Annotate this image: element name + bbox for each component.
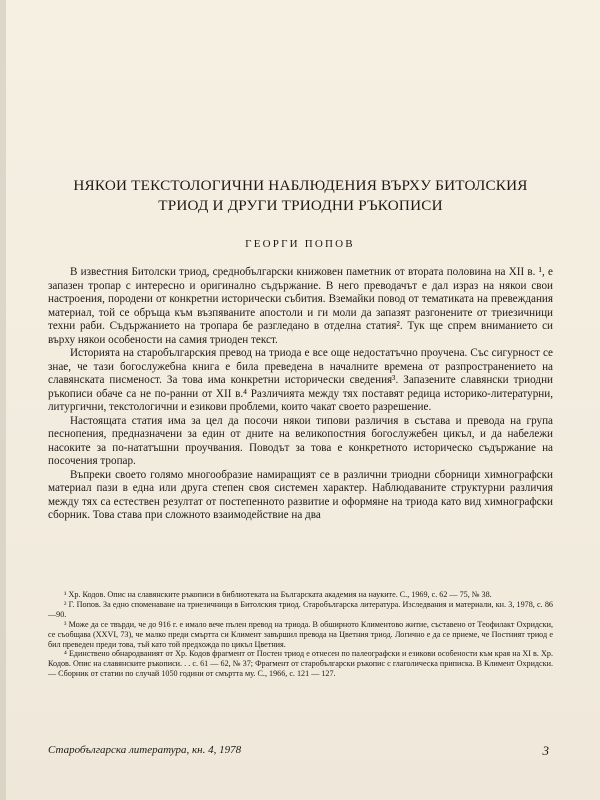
- body-paragraph: Историята на старобългарския превод на триода е все още недостатъчно проучена. Със сигурност се знае, че тази богослужебна книга е била преведена в началните времена от разпространението на славянската писменост. За това има конкретни исторически сведения³. Запазените славянски триодни ръкописи обаче са не по-ранни от XII в.⁴ Различията между тях поставят редица историко-литературни, литургични, текстологични и езикови проблеми, които чакат своето разрешение.: [48, 347, 553, 413]
- body-paragraph: В известния Битолски триод, среднобългарски книжовен паметник от втората половина на XII в. ¹, е запазен тропар с интересно и оригинално съдържание. В него преводачът е дал израз на някои свои настроения, породени от конкретни исторически събития. Вземайки повод от тематиката на превеждания материал, той се обръща към възпяваните апостоли и ги моли да запазят разгонените от триезичници техни раби. Съдържанието на тропара бе разгледано в отделна статия². Тук ще спрем вниманието си върху някои особености на самия триоден текст.: [48, 266, 553, 346]
- article-author: ГЕОРГИ ПОПОВ: [245, 238, 355, 250]
- article-body: [48, 266, 553, 523]
- footnote: ² Г. Попов. За едно споменаване на триезичници в Битолския триод. Старобългарска литература. Изследвания и материали, кн. 3, 1978, с. 86—90.: [48, 599, 553, 619]
- body-paragraph: Въпреки своето голямо многообразие намиращият се в различни триодни сборници химнографски материал пази в една или друга степен своя системен характер. Наблюдаваните структурни различия между тях са естествен резултат от постепенното развитие и оформяне на триода като вид химнографски сборник. Това става при сложното взаимодействие на два: [48, 468, 553, 521]
- footnote-separator: [48, 588, 553, 589]
- footnote: ³ Може да се твърди, че до 916 г. е имало вече пълен превод на триода. В обширното Климентово житие, съставено от Теофилакт Охридски, се съобщава (XXVI, 73), че малко преди смъртта си Климент завършил превода на Цветния триод. Логично е да се приеме, че Постният триод е бил преведен преди това, тъй като той предхожда по цикъл Цветния.: [48, 619, 553, 649]
- footnotes: [48, 590, 553, 679]
- article-title-line-1: НЯКОИ ТЕКСТОЛОГИЧНИ НАБЛЮДЕНИЯ ВЪРХУ БИТОЛСКИЯ: [73, 177, 528, 194]
- body-paragraph: Настоящата статия има за цел да посочи някои типови различия в състава и превода на група песнопения, предназначени за един от дните на великопостния богослужебен цикъл, и да набележи насоките за по-нататъшни проучвания. Поводът за това е конкретното историческо съдържание на посочения тропар.: [48, 414, 553, 467]
- page-edge-shadow: [0, 0, 6, 800]
- article-title-line-2: ТРИОД И ДРУГИ ТРИОДНИ РЪКОПИСИ: [158, 197, 443, 214]
- journal-reference: Старобългарска литература, кн. 4, 1978: [48, 744, 242, 756]
- footnote: ⁴ Единствено обнародваният от Хр. Кодов фрагмент от Постен триод е отнесен по палеографски и езикови особености към края на XI в. Хр. Кодов. Опис на славянските ръкописи. . . с. 61 — 62, № 37; Фрагмент от старобългарски ръкопис с глаголическа приписка. В Климент Охридски. — Сборник от статии по случай 1050 години от смъртта му. С., 1966, с. 121 — 127.: [48, 649, 553, 679]
- page-number: 3: [542, 743, 549, 758]
- footnote: ¹ Хр. Кодов. Опис на славянските ръкописи в библиотеката на Българската академия на науките. С., 1969, с. 62 — 75, № 38.: [64, 590, 492, 599]
- article-title: [48, 176, 553, 216]
- page-footer: [48, 744, 553, 760]
